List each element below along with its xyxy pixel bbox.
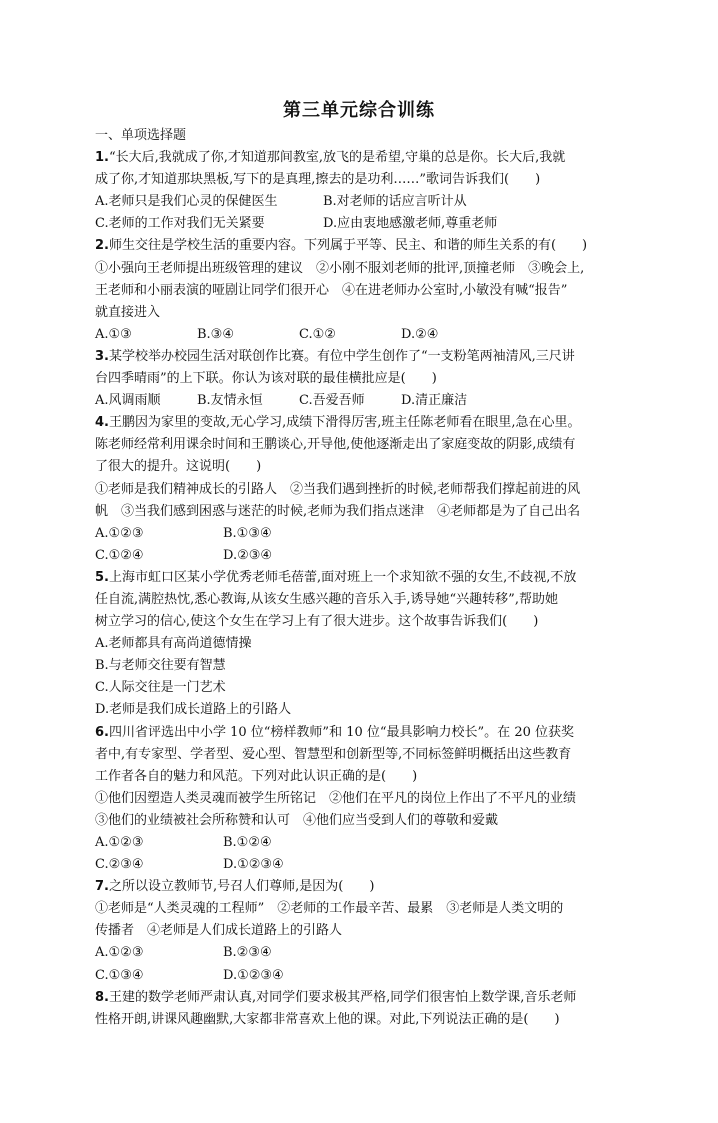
question-text: ①他们因塑造人类灵魂而被学生所铭记 ②他们在平凡的岗位上作出了不平凡的业绩	[95, 790, 577, 806]
question-text: ③他们的业绩被社会所称赞和认可 ④他们应当受到人们的尊敬和爱戴	[95, 812, 499, 828]
question-text: 王老师和小丽表演的哑剧让同学们很开心 ④在进老师办公室时,小敏没有喊“报告”	[95, 282, 568, 298]
option-a[interactable]: A.老师都具有高尚道德情操	[95, 636, 252, 652]
option-c[interactable]: C.人际交往是一门艺术	[95, 680, 226, 696]
option-d[interactable]: D.清正廉洁	[401, 393, 468, 409]
option-b[interactable]: B.③④	[197, 326, 234, 342]
question-text: 者中,有专家型、学者型、爱心型、智慧型和创新型等,不同标签鲜明概括出这些教育	[95, 746, 572, 762]
option-d[interactable]: D.①②③④	[223, 857, 284, 873]
question-text: 王鹏因为家里的变故,无心学习,成绩下滑得厉害,班主任陈老师看在眼里,急在心里。	[108, 415, 581, 431]
question-number: 8.	[95, 989, 109, 1005]
option-d[interactable]: D.老师是我们成长道路上的引路人	[95, 702, 292, 718]
option-a[interactable]: A.①②③	[95, 835, 144, 850]
section-heading: 一、单项选择题	[95, 128, 187, 143]
question-text: 了很大的提升。这说明( )	[95, 459, 262, 475]
page-title: 第三单元综合训练	[283, 100, 435, 121]
option-row	[95, 545, 635, 567]
question-text: 四川省评选出中小学 10 位“榜样教师”和 10 位“最具影响力校长”。在 20 位获奖	[108, 724, 574, 740]
question-text: ①老师是“人类灵魂的工程师” ②老师的工作最辛苦、最累 ③老师是人类文明的	[95, 901, 564, 917]
option-row	[95, 942, 635, 964]
option-c[interactable]: C.吾爱吾师	[299, 393, 365, 409]
option-a[interactable]: A.老师只是我们心灵的保健医生	[95, 194, 278, 210]
option-row	[95, 523, 635, 545]
option-c[interactable]: C.老师的工作对我们无关紧要	[95, 216, 265, 232]
option-row	[95, 213, 635, 235]
question-8	[95, 987, 635, 1031]
question-text: 陈老师经常利用课余时间和王鹏谈心,开导他,使他逐渐走出了家庭变故的阴影,成绩有	[95, 437, 576, 453]
question-text: 性格开朗,讲课风趣幽默,大家都非常喜欢上他的课。对此,下列说法正确的是( )	[95, 1011, 560, 1027]
option-b[interactable]: B.友情永恒	[197, 393, 263, 409]
question-text: 树立学习的信心,使这个女生在学习上有了很大进步。这个故事告诉我们( )	[95, 614, 539, 630]
question-number: 5.	[95, 569, 109, 585]
question-text: 帆 ③当我们感到困惑与迷茫的时候,老师为我们指点迷津 ④老师都是为了自己出名	[95, 503, 581, 519]
option-a[interactable]: A.①③	[95, 326, 132, 342]
question-3	[95, 346, 635, 412]
option-row	[95, 390, 635, 412]
question-number: 6.	[95, 724, 109, 740]
question-number: 3.	[95, 348, 109, 364]
question-text: ①小强向王老师提出班级管理的建议 ②小刚不服刘老师的批评,顶撞老师 ③晚会上,	[95, 260, 585, 276]
question-number: 2.	[95, 238, 109, 254]
option-c[interactable]: C.②③④	[95, 857, 144, 873]
question-5	[95, 567, 635, 722]
option-row	[95, 832, 635, 854]
question-6	[95, 722, 635, 877]
question-number: 4.	[95, 415, 109, 431]
option-a[interactable]: A.风调雨顺	[95, 393, 161, 409]
option-c[interactable]: C.①③④	[95, 967, 144, 983]
question-text: 某学校举办校园生活对联创作比赛。有位中学生创作了“一支粉笔两袖清风,三尺讲	[108, 348, 575, 364]
question-text: ①老师是我们精神成长的引路人 ②当我们遇到挫折的时候,老师帮我们撑起前进的风	[95, 481, 581, 497]
option-b[interactable]: B.②③④	[223, 945, 272, 961]
question-1	[95, 147, 635, 235]
option-a[interactable]: A.①②③	[95, 945, 144, 961]
option-a[interactable]: A.①②③	[95, 525, 144, 541]
option-d[interactable]: D.②③④	[223, 547, 273, 563]
option-row	[95, 965, 635, 987]
option-d[interactable]: D.①②③④	[223, 967, 284, 983]
question-text: 工作者各自的魅力和风范。下列对此认识正确的是( )	[95, 768, 418, 784]
question-2	[95, 235, 635, 345]
option-c[interactable]: C.①②	[299, 326, 336, 342]
option-row	[95, 324, 635, 346]
question-text: 王建的数学老师严肃认真,对同学们要求极其严格,同学们很害怕上数学课,音乐老师	[108, 989, 577, 1005]
option-b[interactable]: B.与老师交往要有智慧	[95, 658, 226, 674]
question-text: 传播者 ④老师是人们成长道路上的引路人	[95, 923, 343, 939]
option-d[interactable]: D.应由衷地感激老师,尊重老师	[323, 216, 498, 232]
question-text: 任自流,满腔热忱,悉心教诲,从该女生感兴趣的音乐入手,诱导她“兴趣转移”,帮助她	[95, 591, 558, 607]
option-b[interactable]: B.①③④	[223, 525, 272, 541]
question-7	[95, 876, 635, 986]
option-row	[95, 191, 635, 213]
question-text: 成了你,才知道那块黑板,写下的是真理,擦去的是功利……”歌词告诉我们( )	[95, 172, 541, 188]
option-b[interactable]: B.①②④	[223, 835, 272, 850]
question-text: 之所以设立教师节,号召人们尊师,是因为( )	[108, 879, 375, 895]
question-number: 7.	[95, 879, 109, 895]
question-4	[95, 412, 635, 567]
question-text: 师生交往是学校生活的重要内容。下列属于平等、民主、和谐的师生关系的有( )	[108, 238, 588, 254]
option-b[interactable]: B.对老师的话应言听计从	[323, 194, 467, 210]
question-number: 1.	[95, 150, 109, 166]
question-text: “长大后,我就成了你,才知道那间教室,放飞的是希望,守巢的总是你。长大后,我就	[108, 150, 566, 166]
question-text: 上海市虹口区某小学优秀老师毛蓓蕾,面对班上一个求知欲不强的女生,不歧视,不放	[108, 569, 577, 585]
option-c[interactable]: C.①②④	[95, 547, 144, 563]
question-text: 台四季晴雨”的上下联。你认为该对联的最佳横批应是( )	[95, 371, 437, 387]
option-row	[95, 854, 635, 876]
question-text: 就直接进入	[95, 304, 161, 320]
option-d[interactable]: D.②④	[401, 326, 439, 342]
question-list	[95, 125, 635, 1031]
